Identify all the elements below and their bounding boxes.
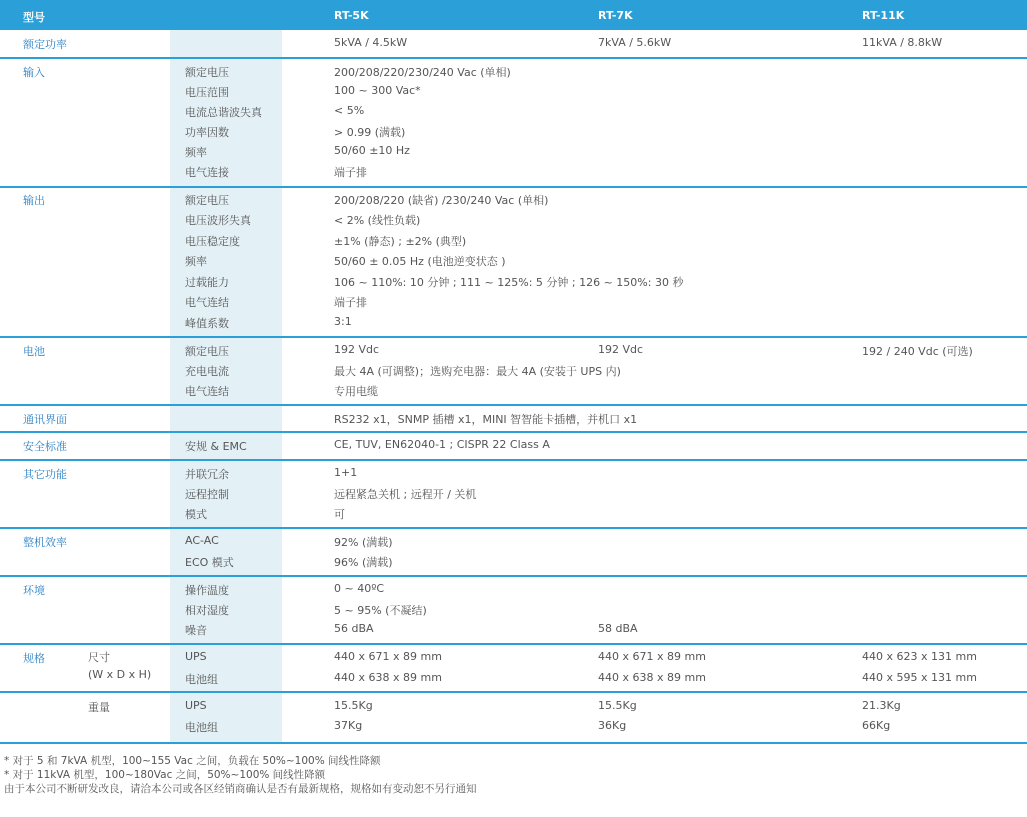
row-value: 96% (满载) (334, 556, 393, 569)
table-row (0, 719, 1027, 739)
table-row (0, 699, 1027, 719)
table-row (0, 144, 1027, 164)
row-label: 操作温度 (185, 584, 229, 597)
row-label: 电压波形失真 (185, 214, 251, 227)
row-value: 最大 4A (可调整)；选购充电器：最大 4A (安装于 UPS 内) (334, 365, 621, 378)
value-rt-11k: 440 x 623 x 131 mm (862, 650, 977, 663)
size-label: 尺寸 (88, 651, 110, 664)
row-label: 额定电压 (185, 66, 229, 79)
footnotes (4, 754, 477, 796)
row-label: UPS (185, 650, 207, 663)
row-value: 1+1 (334, 466, 358, 479)
section-divider (0, 742, 1027, 744)
table-row (0, 383, 1027, 403)
section-divider (0, 527, 1027, 529)
table-row (0, 343, 1027, 363)
row-label: 噪音 (185, 624, 207, 637)
size-dimension-note: (W x D x H) (88, 668, 152, 681)
value-rt-7k: 7kVA / 5.6kW (598, 36, 672, 49)
row-value: 端子排 (334, 166, 367, 179)
row-value: 0 ~ 40ºC (334, 582, 385, 595)
row-label: 并联冗余 (185, 468, 229, 481)
row-value: 专用电缆 (334, 385, 378, 398)
table-row (0, 64, 1027, 84)
category-label: 整机效率 (23, 536, 67, 549)
table-row (0, 124, 1027, 144)
table-row (0, 486, 1027, 506)
value-rt-5k: 5kVA / 4.5kW (334, 36, 408, 49)
table-row (0, 164, 1027, 184)
weight-label: 重量 (88, 701, 110, 714)
section-divider (0, 57, 1027, 59)
row-value: 远程紧急关机 ; 远程开 / 关机 (334, 488, 477, 501)
row-value: CE, TUV, EN62040-1 ; CISPR 22 Class A (334, 438, 550, 451)
category-label: 输入 (23, 66, 45, 79)
value-rt-11k: 66Kg (862, 719, 891, 732)
table-row (0, 438, 1027, 458)
row-label: 相对湿度 (185, 604, 229, 617)
footnote-1: * 对于 5 和 7kVA 机型，100~155 Vac 之间，负载在 50%~100% 间线性降额 (4, 755, 381, 767)
table-row (0, 554, 1027, 574)
value-rt-5k: 15.5Kg (334, 699, 373, 712)
section-divider (0, 691, 1027, 693)
category-label: 安全标准 (23, 440, 67, 453)
row-label: 功率因数 (185, 126, 229, 139)
row-value: < 5% (334, 104, 365, 117)
value-rt-5k: 56 dBA (334, 622, 374, 635)
row-value: 50/60 ± 0.05 Hz (电池逆变状态 ) (334, 255, 506, 268)
table-row (0, 212, 1027, 232)
value-rt-11k: 21.3Kg (862, 699, 901, 712)
row-value: 92% (满载) (334, 536, 393, 549)
category-label: 通讯界面 (23, 413, 67, 426)
row-value: 200/208/220/230/240 Vac (单相) (334, 66, 511, 79)
value-rt-7k: 36Kg (598, 719, 627, 732)
category-label: 环境 (23, 584, 45, 597)
row-value: 200/208/220 (缺省) /230/240 Vac (单相) (334, 194, 549, 207)
row-label: 电池组 (185, 673, 218, 686)
value-rt-11k: 440 x 595 x 131 mm (862, 671, 977, 684)
table-row (0, 192, 1027, 212)
section-divider (0, 431, 1027, 433)
category-label: 输出 (23, 194, 45, 207)
row-value: 100 ~ 300 Vac* (334, 84, 421, 97)
row-label: 电压稳定度 (185, 235, 240, 248)
footnote-3: 由于本公司不断研发改良，请洽本公司或各区经销商确认是否有最新规格，规格如有变动恕不另行通知 (4, 783, 477, 795)
header-rt-5k: RT-5K (334, 9, 369, 22)
row-label: 充电电流 (185, 365, 229, 378)
table-row (0, 253, 1027, 273)
table-row (0, 506, 1027, 526)
value-rt-11k: 192 / 240 Vdc (可选) (862, 345, 973, 358)
header-model: 型号 (23, 11, 45, 24)
table-row (0, 294, 1027, 314)
row-label: 安规 & EMC (185, 440, 247, 453)
header-rt-11k: RT-11K (862, 9, 905, 22)
table-row (0, 233, 1027, 253)
row-label: 电气连结 (185, 296, 229, 309)
table-row (0, 534, 1027, 554)
section-divider (0, 575, 1027, 577)
value-rt-7k: 440 x 638 x 89 mm (598, 671, 706, 684)
table-row (0, 315, 1027, 335)
value-rt-7k: 58 dBA (598, 622, 638, 635)
row-label: 电压范围 (185, 86, 229, 99)
value-rt-7k: 192 Vdc (598, 343, 644, 356)
table-row (0, 650, 1027, 670)
value-rt-5k: 37Kg (334, 719, 363, 732)
table-row (0, 36, 1027, 56)
table-row (0, 84, 1027, 104)
row-label: AC-AC (185, 534, 219, 547)
row-value: 5 ~ 95% (不凝结) (334, 604, 427, 617)
row-label: 峰值系数 (185, 317, 229, 330)
category-label: 额定功率 (23, 38, 67, 51)
row-label: 电气连结 (185, 385, 229, 398)
row-label: ECO 模式 (185, 556, 234, 569)
section-divider (0, 336, 1027, 338)
category-label: 其它功能 (23, 468, 67, 481)
header-rt-7k: RT-7K (598, 9, 633, 22)
table-row (0, 104, 1027, 124)
row-value: 端子排 (334, 296, 367, 309)
category-label: 电池 (23, 345, 45, 358)
table-row (0, 671, 1027, 691)
value-rt-11k: 11kVA / 8.8kW (862, 36, 943, 49)
row-value: 106 ~ 110%: 10 分钟 ; 111 ~ 125%: 5 分钟 ; 126 ~ 150%: 30 秒 (334, 276, 684, 289)
row-label: 电流总谐波失真 (185, 106, 262, 119)
table-row (0, 602, 1027, 622)
table-row (0, 466, 1027, 486)
value-rt-5k: 440 x 638 x 89 mm (334, 671, 442, 684)
row-value: ±1% (静态) ; ±2% (典型) (334, 235, 467, 248)
row-label: 频率 (185, 146, 207, 159)
table-header (0, 0, 1027, 30)
row-value: < 2% (线性负载) (334, 214, 421, 227)
table-row (0, 363, 1027, 383)
section-divider (0, 459, 1027, 461)
category-label: 规格 (23, 652, 45, 665)
section-divider (0, 404, 1027, 406)
footnote-2: * 对于 11kVA 机型，100~180Vac 之间，50%~100% 间线性降额 (4, 769, 326, 781)
row-value: 3:1 (334, 315, 352, 328)
table-row (0, 411, 1027, 431)
row-value: 50/60 ±10 Hz (334, 144, 410, 157)
row-value: > 0.99 (满载) (334, 126, 406, 139)
row-label: 模式 (185, 508, 207, 521)
table-row (0, 622, 1027, 642)
row-label: 频率 (185, 255, 207, 268)
table-row (0, 582, 1027, 602)
row-value: 可 (334, 508, 345, 521)
row-label: 额定电压 (185, 345, 229, 358)
value-rt-7k: 440 x 671 x 89 mm (598, 650, 706, 663)
table-row (0, 274, 1027, 294)
row-label: UPS (185, 699, 207, 712)
row-label: 额定电压 (185, 194, 229, 207)
value-rt-5k: 440 x 671 x 89 mm (334, 650, 442, 663)
value-rt-7k: 15.5Kg (598, 699, 637, 712)
row-label: 远程控制 (185, 488, 229, 501)
section-divider (0, 643, 1027, 645)
row-label: 电气连接 (185, 166, 229, 179)
value-rt-5k: 192 Vdc (334, 343, 380, 356)
row-label: 过载能力 (185, 276, 229, 289)
row-value: RS232 x1，SNMP 插槽 x1，MINI 智智能卡插槽，并机口 x1 (334, 413, 638, 426)
section-divider (0, 186, 1027, 188)
row-label: 电池组 (185, 721, 218, 734)
